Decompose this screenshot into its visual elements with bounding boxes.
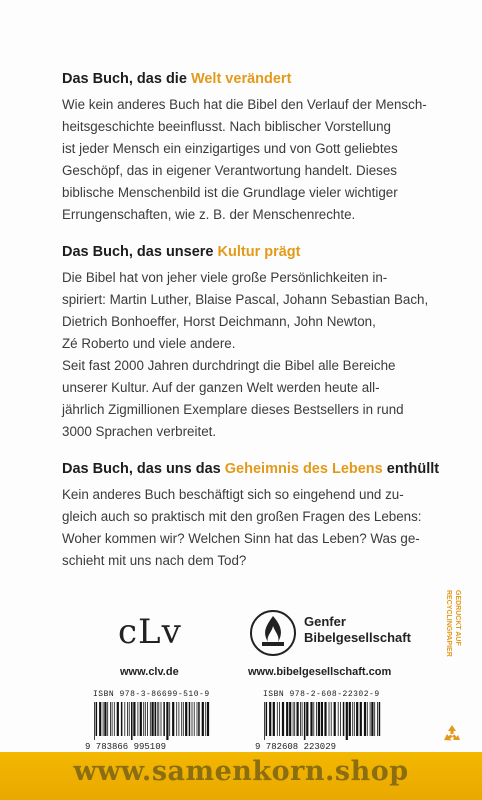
barcode-bar xyxy=(349,702,351,736)
heading-text-end: enthüllt xyxy=(382,461,440,477)
barcode-bar xyxy=(331,702,332,736)
barcode-bar xyxy=(304,702,306,740)
barcode-bar xyxy=(302,702,303,736)
body-line: spiriert: Martin Luther, Blaise Pascal, Johann Sebastian Bach, xyxy=(62,292,429,307)
barcode-genfer xyxy=(255,690,385,756)
body-line: Woher kommen wir? Welchen Sinn hat das Leben? Was ge- xyxy=(62,531,420,546)
barcode-bar xyxy=(192,702,193,736)
barcode-bar xyxy=(300,702,301,736)
barcode-bar xyxy=(96,702,98,736)
barcode-bars-icon xyxy=(263,702,381,740)
barcode-bar xyxy=(99,702,101,736)
genfer-line1: Genfer xyxy=(304,614,346,629)
barcode-bar xyxy=(145,702,146,736)
barcode-bar xyxy=(166,702,168,740)
barcode-bar xyxy=(143,702,144,736)
barcode-bar xyxy=(352,702,353,736)
barcode-bar xyxy=(129,702,130,736)
barcode-bar xyxy=(104,702,106,736)
barcode-bar xyxy=(266,702,268,736)
body-line: Zé Roberto und viele andere. xyxy=(62,336,236,351)
body-line: gleich auch so praktisch mit den großen Fragen des Lebens: xyxy=(62,509,422,524)
barcode-bar xyxy=(176,702,177,736)
barcode-bar xyxy=(334,702,336,736)
barcode-bar xyxy=(310,702,312,736)
barcode-bar xyxy=(181,702,182,736)
barcode-bar xyxy=(289,702,291,736)
barcode-bar xyxy=(374,702,375,736)
barcode-bar xyxy=(269,702,271,736)
clv-url: www.clv.de xyxy=(120,666,179,678)
barcode-bar xyxy=(346,702,348,740)
flame-emblem-icon xyxy=(248,608,298,658)
barcode-bar xyxy=(286,702,288,736)
barcode-bar xyxy=(147,702,148,736)
genfer-logo xyxy=(248,608,448,658)
barcode-bar xyxy=(379,702,381,736)
barcode-bar xyxy=(133,702,135,736)
heading-accent: Welt verändert xyxy=(190,71,292,87)
barcode-bar xyxy=(340,702,341,736)
barcode-bar xyxy=(277,702,278,736)
body-line: Wie kein anderes Buch hat die Bibel den Verlauf der Mensch- xyxy=(62,97,427,112)
recycling-mark xyxy=(438,590,468,750)
clv-logo: cLv xyxy=(118,612,182,652)
genfer-name xyxy=(304,614,411,646)
barcode-bar xyxy=(279,702,280,736)
barcode-bar xyxy=(94,702,95,740)
body-line: jährlich Zigmillionen Exemplare dieses Bestsellers in rund xyxy=(62,402,404,417)
barcode-bar xyxy=(140,702,142,736)
barcode-bar xyxy=(264,702,265,740)
cover-text xyxy=(62,70,462,589)
section-heading xyxy=(62,243,462,261)
barcode-bar xyxy=(367,702,368,736)
barcode-bar xyxy=(172,702,174,736)
heading-text: Das Buch, das unsere xyxy=(62,244,218,260)
barcode-bar xyxy=(329,702,330,736)
barcode-bar xyxy=(127,702,128,736)
barcode-bar xyxy=(207,702,209,736)
heading-accent: Geheimnis des Lebens xyxy=(224,461,383,477)
barcode-bar xyxy=(183,702,184,736)
barcode-bar xyxy=(343,702,345,736)
barcode-bar xyxy=(157,702,158,736)
recycling-line1: GEDRUCKT AUF xyxy=(454,590,461,646)
barcode-number: 9 782608 223029 xyxy=(255,742,337,752)
barcode-bar xyxy=(179,702,180,736)
barcode-bar xyxy=(138,702,139,736)
barcode-bar xyxy=(202,702,204,736)
barcode-bar xyxy=(189,702,191,736)
barcode-bar xyxy=(324,702,326,736)
barcode-bars-icon xyxy=(93,702,211,740)
barcode-number: 9 783866 995109 xyxy=(85,742,167,752)
barcode-bar xyxy=(114,702,115,736)
barcode-bar xyxy=(370,702,371,736)
body-line: Errungenschaften, wie z. B. der Menschenrechte. xyxy=(62,207,356,222)
barcode-bar xyxy=(112,702,113,736)
barcode-bar xyxy=(107,702,108,736)
barcode-bar xyxy=(185,702,187,736)
barcode-bar xyxy=(364,702,366,736)
body-line: heitsgeschichte beeinflusst. Nach biblischer Vorstellung xyxy=(62,119,391,134)
genfer-url: www.bibelgesellschaft.com xyxy=(248,666,392,678)
barcode-bar xyxy=(313,702,314,736)
barcode-bar xyxy=(117,702,119,736)
isbn-text: ISBN 978-2-608-22302-9 xyxy=(263,690,380,699)
body-line: ist jeder Mensch ein einzigartiges und von Gott geliebtes xyxy=(62,141,398,156)
heading-text: Das Buch, das die xyxy=(62,71,191,87)
barcode-bar xyxy=(150,702,151,736)
barcode-bar xyxy=(318,702,320,736)
section-life xyxy=(62,460,462,572)
body-line: Die Bibel hat von jeher viele große Persönlichkeiten in- xyxy=(62,270,388,285)
barcode-bar xyxy=(155,702,157,736)
body-line: schieht mit uns nach dem Tod? xyxy=(62,553,247,568)
barcode-bar xyxy=(169,702,170,736)
genfer-line2: Bibelgesellschaft xyxy=(304,630,411,645)
recycling-line2: RECYCLINGPAPIER xyxy=(445,590,452,657)
recycling-text xyxy=(442,590,462,730)
barcode-bar xyxy=(294,702,295,736)
barcode-bar xyxy=(377,702,378,736)
section-heading xyxy=(62,460,462,478)
barcode-bar xyxy=(124,702,125,736)
barcode-bar xyxy=(197,702,198,736)
barcode-bar xyxy=(371,702,373,736)
recycle-icon xyxy=(440,722,464,746)
barcode-bar xyxy=(103,702,104,736)
barcode-bar xyxy=(360,702,362,736)
barcode-bar xyxy=(338,702,339,736)
barcode-bar xyxy=(194,702,195,736)
barcode-bar xyxy=(306,702,308,736)
barcode-bar xyxy=(198,702,200,736)
barcode-bar xyxy=(282,702,284,736)
barcode-bar xyxy=(152,702,154,736)
barcode-bar xyxy=(163,702,165,736)
barcode-bar xyxy=(161,702,162,736)
shop-url[interactable]: www.samenkorn.shop xyxy=(73,756,409,787)
section-culture xyxy=(62,243,462,443)
barcode-bar xyxy=(321,702,323,736)
barcode-bar xyxy=(354,702,355,736)
body-line: Kein anderes Buch beschäftigt sich so eingehend und zu- xyxy=(62,487,404,502)
section-world xyxy=(62,70,462,226)
body-line: unserer Kultur. Auf der ganzen Welt werden heute all- xyxy=(62,380,380,395)
barcode-bar xyxy=(316,702,317,736)
heading-text: Das Buch, das uns das xyxy=(62,461,225,477)
barcode-bar xyxy=(158,702,159,736)
barcode-bar xyxy=(273,702,275,736)
section-heading xyxy=(62,70,462,88)
body-line: Dietrich Bonhoeffer, Horst Deichmann, John Newton, xyxy=(62,314,376,329)
barcode-clv xyxy=(85,690,215,756)
barcode-bar xyxy=(297,702,299,736)
barcode-bar xyxy=(205,702,206,736)
body-line: 3000 Sprachen verbreitet. xyxy=(62,424,217,439)
body-line: Geschöpf, das in eigener Verantwortung handelt. Dieses xyxy=(62,163,397,178)
barcode-bar xyxy=(356,702,358,736)
body-line: Seit fast 2000 Jahren durchdringt die Bibel alle Bereiche xyxy=(62,358,396,373)
barcode-bar xyxy=(131,702,133,740)
body-line: biblische Menschenbild ist die Grundlage vieler wichtiger xyxy=(62,185,398,200)
barcode-bar xyxy=(121,702,123,736)
barcode-bar xyxy=(110,702,111,736)
isbn-text: ISBN 978-3-86699-510-9 xyxy=(93,690,210,699)
heading-accent: Kultur prägt xyxy=(217,244,301,260)
barcode-bar xyxy=(293,702,294,736)
